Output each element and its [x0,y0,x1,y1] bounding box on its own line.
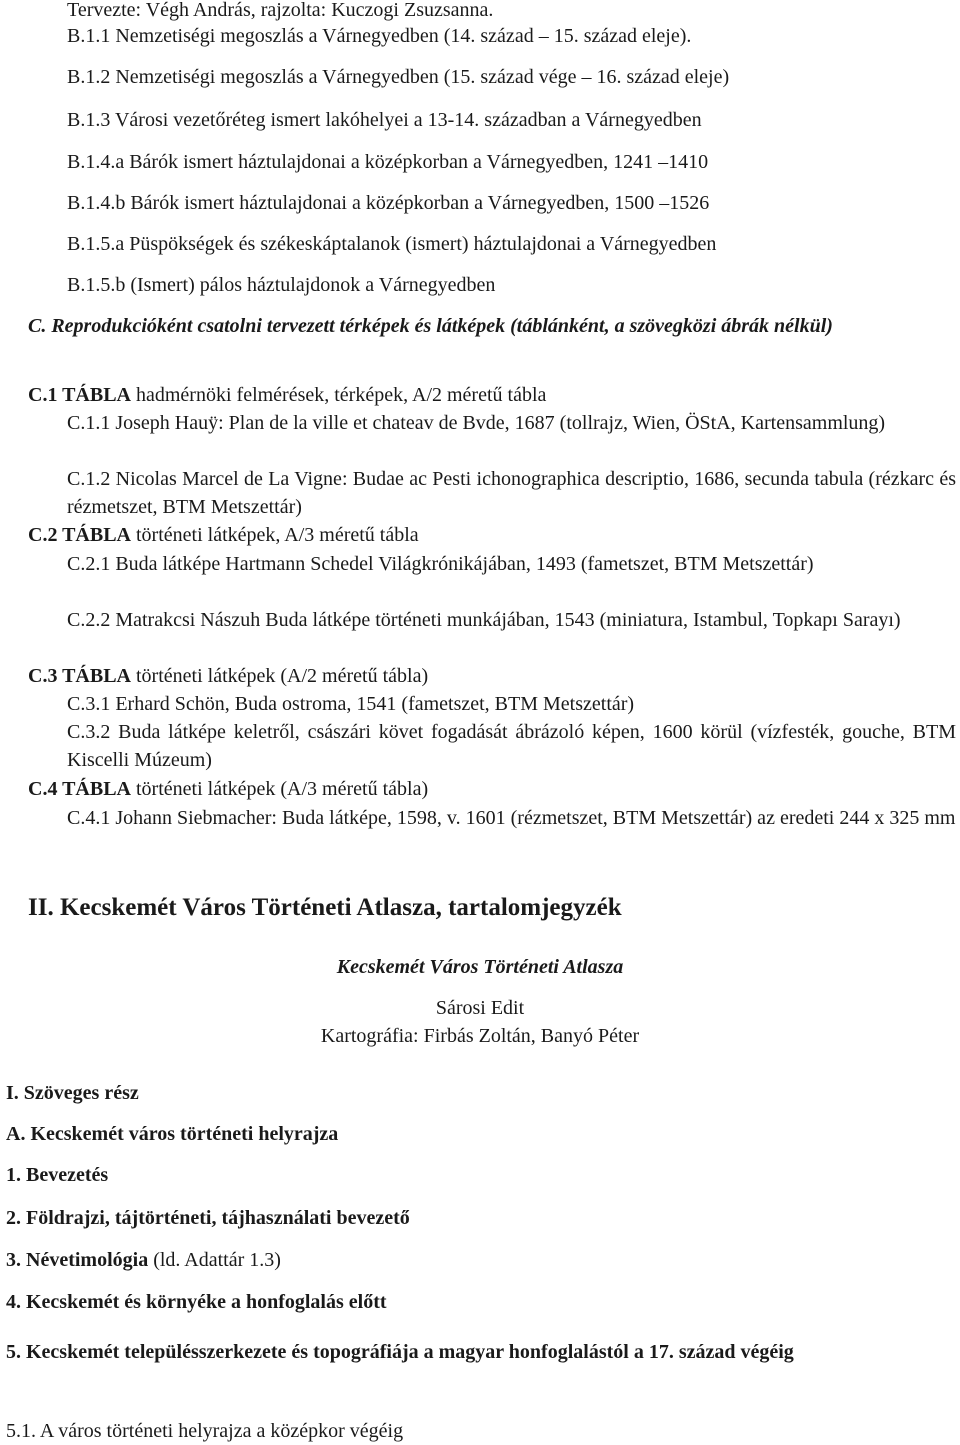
table-code: C.2 TÁBLA [28,524,131,546]
table-code: C.1 TÁBLA [28,384,131,406]
atlas-title: Kecskemét Város Történeti Atlasza [336,956,624,978]
list-item: B.1.5.a Püspökségek és székeskáptalanok (ismert) háztulajdonai a Várnegyedben [67,233,717,255]
toc-entry-label: 3. Névetimológia [6,1249,149,1271]
table-code: C.3 TÁBLA [28,665,131,687]
table-desc: hadmérnöki felmérések, térképek, A/2 méretű tábla [136,384,547,406]
table-heading [28,775,428,803]
toc-entry-note: (ld. Adattár 1.3) [153,1249,281,1271]
list-item: B.1.5.b (Ismert) pálos háztulajdonok a Várnegyedben [67,274,496,296]
toc-entry: 1. Bevezetés [6,1164,109,1186]
toc-entry [6,1246,281,1274]
toc-entry: 5.1. A város történeti helyrajza a középkor végéig [6,1420,404,1442]
toc-entry: 4. Kecskemét és környéke a honfoglalás előtt [6,1291,387,1313]
list-item: C.2.1 Buda látképe Hartmann Schedel Világkrónikájában, 1493 (fametszet, BTM Metszettár) [67,553,814,575]
section-ii-heading: II. Kecskemét Város Történeti Atlasza, tartalomjegyzék [28,894,622,921]
table-heading [28,662,428,690]
table-heading [28,521,419,549]
table-heading [28,381,546,409]
list-item: B.1.3 Városi vezetőréteg ismert lakóhelyei a 13-14. században a Várnegyedben [67,109,702,131]
list-item: C.3.1 Erhard Schön, Buda ostroma, 1541 (fametszet, BTM Metszettár) [67,693,635,715]
section-c-heading: C. Reprodukcióként csatolni tervezett térképek és látképek (táblánként, a szövegközi ábrák nélkül) [28,315,833,337]
toc-entry: 2. Földrajzi, tájtörténeti, tájhasználati bevezető [6,1207,410,1229]
table-desc: történeti látképek (A/3 méretű tábla) [136,778,429,800]
toc-section-a: A. Kecskemét város történeti helyrajza [6,1123,339,1145]
atlas-author: Sárosi Edit [435,997,525,1019]
list-item: C.1.2 Nicolas Marcel de La Vigne: Budae ac Pesti ichonographica descriptio, 1686, secunda tabula (rézkarc és rézmetszet, BTM Metszettár) [67,468,956,518]
list-item: B.1.4.b Bárók ismert háztulajdonai a középkorban a Várnegyedben, 1500 –1526 [67,192,710,214]
toc-part: I. Szöveges rész [6,1082,139,1104]
list-item: B.1.2 Nemzetiségi megoszlás a Várnegyedben (15. század vége – 16. század eleje) [67,66,730,88]
table-desc: történeti látképek (A/2 méretű tábla) [136,665,429,687]
list-item: B.1.4.a Bárók ismert háztulajdonai a középkorban a Várnegyedben, 1241 –1410 [67,151,709,173]
table-code: C.4 TÁBLA [28,778,131,800]
credits-line: Tervezte: Végh András, rajzolta: Kuczogi Zsuzsanna. [67,0,494,21]
list-item: C.4.1 Johann Siebmacher: Buda látképe, 1598, v. 1601 (rézmetszet, BTM Metszettár) az eredeti 244 x 325 mm [67,807,956,829]
toc-entry: 5. Kecskemét településszerkezete és topográfiája a magyar honfoglalástól a 17. század végéig [6,1341,794,1363]
list-item: C.1.1 Joseph Hauÿ: Plan de la ville et chateav de Bvde, 1687 (tollrajz, Wien, ÖStA, Kartensammlung) [67,412,886,434]
atlas-cartography: Kartográfia: Firbás Zoltán, Banyó Péter [320,1025,640,1047]
list-item: C.2.2 Matrakcsi Nászuh Buda látképe történeti munkájában, 1543 (miniatura, Istambul, Topkapı Sarayı) [67,609,901,631]
table-desc: történeti látképek, A/3 méretű tábla [136,524,419,546]
list-item: B.1.1 Nemzetiségi megoszlás a Várnegyedben (14. század – 15. század eleje). [67,25,692,47]
list-item: C.3.2 Buda látképe keletről, császári követ fogadását ábrázoló képen, 1600 körül (vízfesték, gouche, BTM Kiscelli Múzeum) [67,721,956,771]
